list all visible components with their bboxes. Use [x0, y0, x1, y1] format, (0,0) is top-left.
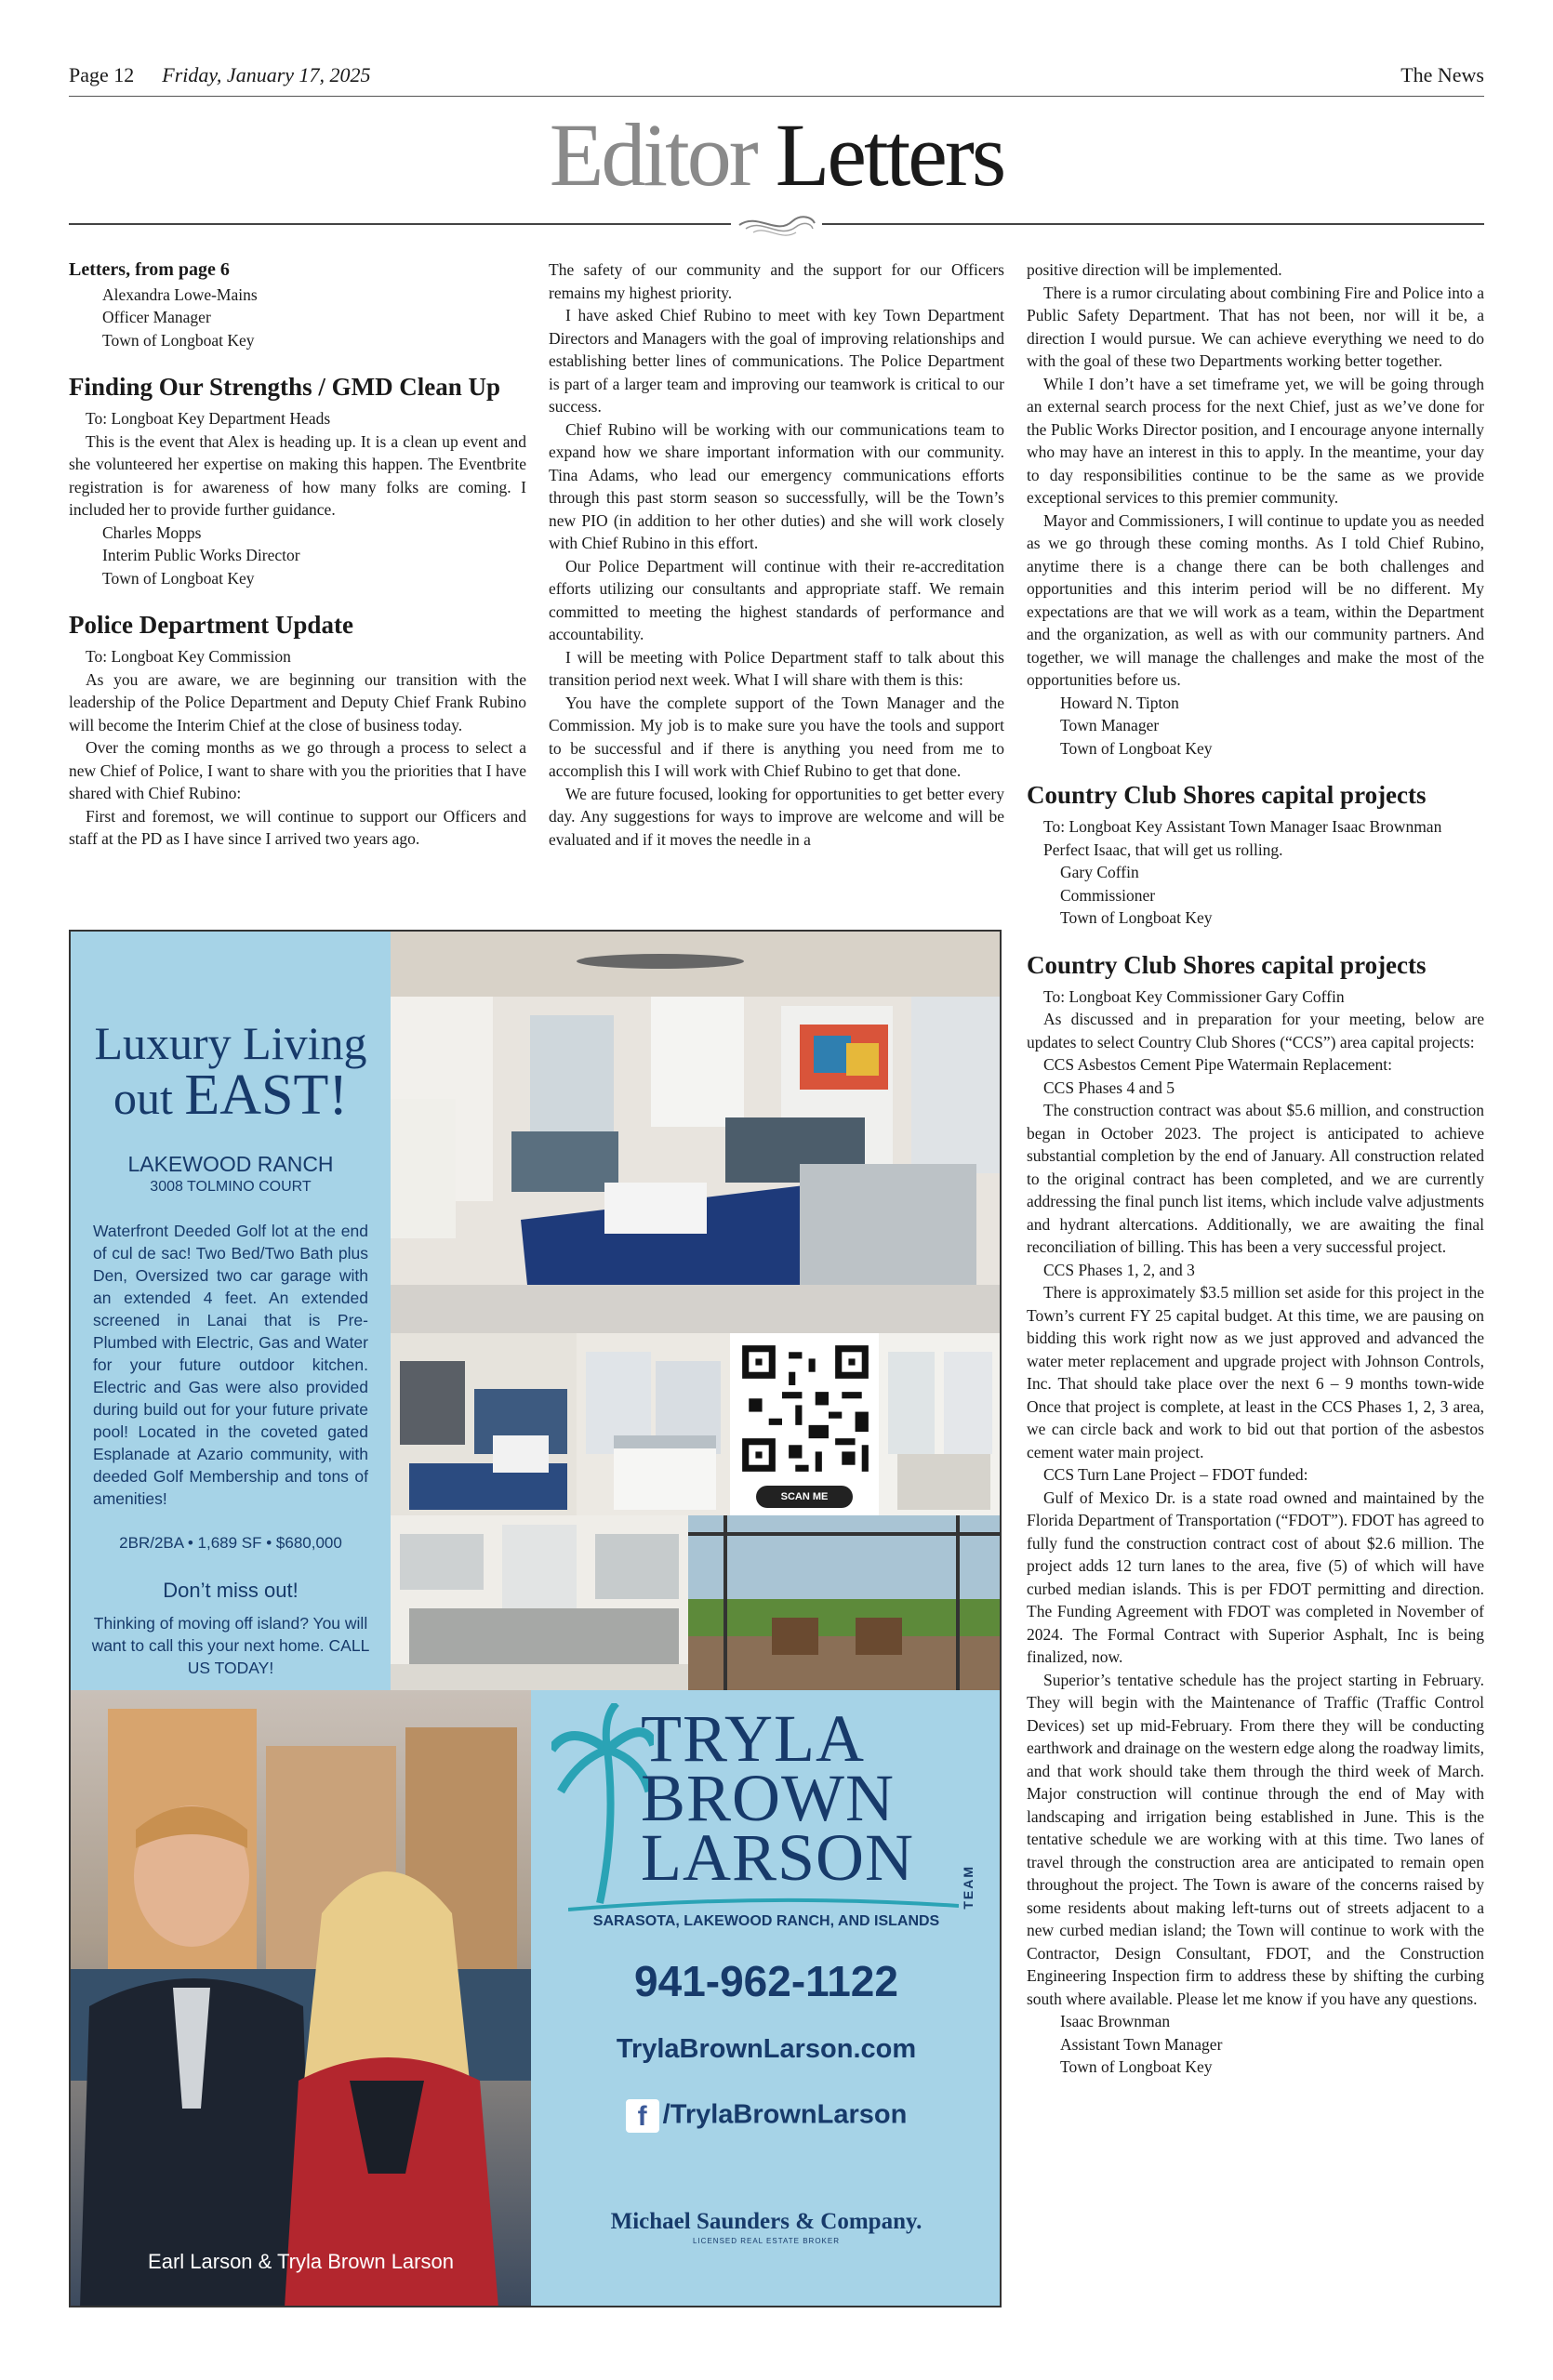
- signature-line: Town of Longboat Key: [102, 330, 255, 350]
- agents-photo: [71, 1690, 531, 2307]
- qr-code-panel[interactable]: [730, 1333, 1002, 1515]
- ad-address: 3008 TOLMINO COURT: [150, 1179, 312, 1195]
- page-info: [69, 63, 371, 87]
- broker-subtitle: LICENSED REAL ESTATE BROKER: [693, 2237, 840, 2245]
- broker-name: Michael Saunders & Company.: [610, 2209, 923, 2234]
- letter-paragraph: I will be meeting with Police Department staff to talk about this transition period next week. What I will share with them is this:: [549, 647, 1004, 689]
- ornament-rule-right: [822, 223, 1484, 225]
- signature-line: Officer Manager: [102, 308, 211, 326]
- ad-cta-heading: Don’t miss out!: [163, 1579, 299, 1602]
- letter-recipient: To: Longboat Key Commissioner Gary Coffin: [1043, 986, 1345, 1006]
- masthead-part2: Letters: [775, 105, 1004, 205]
- page-number: Page 12: [69, 63, 135, 86]
- lanai-photo: [688, 1515, 1002, 1690]
- ad-cta-text: Thinking of moving off island? You will want to call this your next home. CALL US TODAY!: [91, 1614, 370, 1677]
- scan-me-badge: SCAN ME: [756, 1486, 853, 1508]
- letter-paragraph: Mayor and Commissioners, I will continue to update you as needed as we go through these coming months. As I told Chief Rubino, anytime there is a change there can be both challenges and opportunities and this interim period will be no different. My expectations are that we will work as a team, within the Department and the organization, as well as with our community partners. And together, we will manage the challenges and make the most of the opportunities before us.: [1027, 510, 1484, 689]
- signature-line: Town of Longboat Key: [1060, 738, 1213, 758]
- living-room-photo: [391, 932, 1002, 1333]
- letter-paragraph: While I don’t have a set timeframe yet, we will be going through an external search process for the next Chief, just as we’ve done for the Public Works Director position, and I encourage anyone internally who may have an interest in this to apply. In the meantime, your day to day responsibilities continue to be the same as we provide exceptional services to this premier community.: [1027, 374, 1484, 507]
- letter-paragraph: I have asked Chief Rubino to meet with key Town Department Directors and Managers with the goal of improving relationships and establishing better lines of communications. The Police Department is part of a larger team and improving our teamwork is critical to our success.: [549, 306, 1004, 416]
- letter-paragraph: Perfect Isaac, that will get us rolling.: [1043, 840, 1283, 859]
- signature-line: Town of Longboat Key: [102, 568, 255, 588]
- ad-stats: 2BR/2BA • 1,689 SF • $680,000: [119, 1534, 342, 1552]
- letter-paragraph: Superior’s tentative schedule has the project starting in February. They will begin with the Maintenance of Traffic (Traffic Control Devices) set up mid-February. From there they will be conducting earthwork and drainage on the western edge along the roadway limits, and that work should take them through the third week of March. Major construction will continue through the end of May with landscaping and irrigation being established in June. This is the tentative schedule we are working with at this time. Two lanes of travel through the construction area are anticipated to remain open throughout the project. The Town is aware of the concerns raised by some residents about making left-turns out of streets adjacent to a new curbed median island; the Town will continue to work with the Contractor, Design Consultant, FDOT, and the Construction Engineering Inspection firm to address these by shifting the curbing south where available. Please let me know if you have any questions.: [1027, 1670, 1484, 2008]
- letter-paragraph: First and foremost, we will continue to support our Officers and staff at the PD as I have since I arrived two years ago.: [69, 806, 526, 848]
- ad-listing-panel: [71, 932, 391, 1690]
- letter-paragraph: positive direction will be implemented.: [1027, 260, 1282, 279]
- letter-recipient: To: Longboat Key Commission: [86, 647, 291, 666]
- letter-heading: Country Club Shores capital projects: [1027, 781, 1427, 809]
- signature-line: Howard N. Tipton: [1060, 693, 1179, 712]
- flourish-icon: [735, 205, 818, 242]
- ad-title: [71, 1017, 391, 1127]
- letter-paragraph: Gulf of Mexico Dr. is a state road owned and maintained by the Florida Department of Transportation (“FDOT”). FDOT has agreed to fully fund the construction contract cost of about $2.6 million. The project adds 12 turn lanes to the area, five (5) of which will have curbed median islands. This is per FDOT permitting and direction. The Funding Agreement with FDOT was completed in November of 2024. The Formal Contract with Superior Asphalt, Inc is being finalized, now.: [1027, 1488, 1484, 1666]
- letter-paragraph: Over the coming months as we go through a process to select a new Chief of Police, I want to share with you the priorities that I have shared with Chief Rubino:: [69, 738, 526, 802]
- subhead: CCS Phases 4 and 5: [1043, 1078, 1175, 1097]
- logo-swoosh: [568, 1897, 959, 1911]
- signature-line: Alexandra Lowe-Mains: [102, 284, 258, 304]
- signature-line: Isaac Brownman: [1060, 2012, 1171, 2030]
- letter-paragraph: There is approximately $3.5 million set aside for this project in the Town’s current FY 25 capital budget. At this time, we are pausing on bidding this work right now as we just approved and advanced the water meter replacement and upgrade project with Johnson Controls, Inc. That should take place over the next 6 – 9 months town-wide Once that project is complete, at least in the CCS Phases 1, 2, 3 area, we can circle back and work to bid out that portion of the asbestos cement water main project.: [1027, 1283, 1484, 1461]
- qr-code-icon: [736, 1339, 875, 1478]
- service-region: SARASOTA, LAKEWOOD RANCH, AND ISLANDS: [592, 1913, 940, 1929]
- letter-paragraph: As discussed and in preparation for your meeting, below are updates to select Country Club Shores (“CCS”) area capital projects:: [1027, 1010, 1484, 1051]
- letter-recipient: To: Longboat Key Department Heads: [86, 409, 331, 428]
- continued-label: Letters, from page 6: [69, 259, 230, 280]
- subhead: CCS Asbestos Cement Pipe Watermain Replacement:: [1043, 1055, 1392, 1074]
- palm-tree-icon: [551, 1703, 654, 1908]
- real-estate-ad: [69, 930, 1002, 2307]
- signature-line: Charles Mopps: [102, 522, 202, 542]
- ad-title-east: EAST!: [184, 1064, 349, 1127]
- facebook-link[interactable]: [531, 2099, 1002, 2133]
- signature-line: Gary Coffin: [1060, 863, 1139, 881]
- letter-paragraph: The construction contract was about $5.6 million, and construction began in October 2023. The project is anticipated to achieve substantial completion by the end of January. All construction related to the original contract has been completed, and we are currently addressing the final punch list items, which include valve adjustments and hydrant altercations. Additionally, we are awaiting the final reconciliation of billing. This has been a very successful project.: [1027, 1101, 1484, 1256]
- column-1: [69, 258, 526, 851]
- bedroom-window-photo: [879, 1333, 1002, 1515]
- letter-paragraph: The safety of our community and the support for our Officers remains my highest priority.: [549, 260, 1004, 302]
- signature-line: Interim Public Works Director: [102, 546, 300, 564]
- section-masthead: [0, 104, 1553, 206]
- letter-paragraph: Our Police Department will continue with their re-accreditation efforts utilizing our consultants and appropriate staff. We remain committed to meeting the highest standards of performance and accountability.: [549, 556, 1004, 643]
- logo-line3: LARSON: [641, 1820, 915, 1895]
- letter-heading: Country Club Shores capital projects: [1027, 950, 1427, 979]
- subhead: CCS Phases 1, 2, and 3: [1043, 1260, 1195, 1279]
- ad-title-line1: Luxury Living: [94, 1017, 367, 1069]
- letter-heading: Police Department Update: [69, 611, 353, 639]
- signature-line: Town of Longboat Key: [1060, 2057, 1213, 2076]
- team-logo: [641, 1701, 915, 1895]
- logo-line1: TRYLA: [641, 1701, 866, 1776]
- letter-paragraph: Chief Rubino will be working with our communications team to expand how we share important information with our community. Tina Adams, who lead our emergency communications efforts through this past storm season so successfully, will be the Town’s new PIO (in addition to her other duties) and she will work closely with Chief Rubino in this effort.: [549, 419, 1004, 552]
- logo-team: TEAM: [961, 1865, 976, 1910]
- header-rule: [69, 96, 1484, 97]
- agents-caption: Earl Larson & Tryla Brown Larson: [148, 2250, 454, 2273]
- letter-recipient: To: Longboat Key Assistant Town Manager Isaac Brownman: [1043, 817, 1442, 836]
- ad-description: Waterfront Deeded Golf lot at the end of cul de sac! Two Bed/Two Bath plus Den, Oversized two car garage with an extended 4 feet. An extended screened in Lanai that is Pre-Plumbed with Electric, Gas and Water for your future outdoor kitchen. Electric and Gas were also provided during build out for your future private pool! Located in the coveted gated Esplanade at Azario community, with deeded Golf Membership and tons of amenities!: [93, 1222, 368, 1508]
- ornament-rule-left: [69, 223, 731, 225]
- ad-photo-grid: [391, 932, 1002, 1690]
- letter-paragraph: There is a rumor circulating about combining Fire and Police into a Public Safety Department. That has not been, nor will it be, a direction I would pursue. We can achieve everything we need to do with the goal of these two Departments working better together.: [1027, 283, 1484, 370]
- ad-title-out: out: [113, 1072, 185, 1124]
- website-link[interactable]: TrylaBrownLarson.com: [616, 2034, 917, 2064]
- signature-line: Commissioner: [1060, 885, 1156, 905]
- column-3: [1027, 258, 1484, 2079]
- paper-name: The News: [1400, 63, 1484, 86]
- kitchen-photo: [391, 1333, 577, 1515]
- logo-line2: BROWN: [641, 1761, 895, 1835]
- ad-location: LAKEWOOD RANCH: [127, 1152, 334, 1176]
- signature-line: Town Manager: [1060, 716, 1160, 734]
- letter-paragraph: This is the event that Alex is heading up. It is a clean up event and she volunteered her expertise on making this happen. The Eventbrite registration is for awareness of how many folks are coming. I included her to provide further guidance.: [69, 431, 526, 519]
- column-2: [549, 258, 1004, 851]
- page-header: [69, 63, 1484, 95]
- masthead-part1: Editor: [549, 105, 756, 205]
- kitchen-counter-photo: [391, 1515, 688, 1690]
- facebook-icon: f: [626, 2099, 659, 2133]
- letter-paragraph: As you are aware, we are beginning our transition with the leadership of the Police Department and Deputy Chief Frank Rubino will become the Interim Chief at the close of business today.: [69, 669, 526, 734]
- agent-branding-panel: [531, 1690, 1002, 2307]
- letter-paragraph: You have the complete support of the Town Manager and the Commission. My job is to make sure you have the tools and support to be successful and if there is anything you need from me to accomplish this I will work with Chief Rubino to get that done.: [549, 693, 1004, 780]
- letter-paragraph: We are future focused, looking for opportunities to get better every day. Any suggestions for ways to improve are welcome and will be evaluated and if it moves the needle in a: [549, 784, 1004, 849]
- signature-line: Assistant Town Manager: [1060, 2034, 1223, 2054]
- phone-number[interactable]: 941-962-1122: [634, 1957, 898, 2005]
- facebook-handle: /TrylaBrownLarson: [662, 2099, 908, 2130]
- signature-line: Town of Longboat Key: [1060, 908, 1213, 927]
- subhead: CCS Turn Lane Project – FDOT funded:: [1043, 1465, 1308, 1484]
- issue-date: Friday, January 17, 2025: [162, 63, 371, 86]
- agents-illustration: [71, 1690, 531, 2307]
- bedroom-photo: [577, 1333, 730, 1515]
- letter-heading: Finding Our Strengths / GMD Clean Up: [69, 373, 501, 401]
